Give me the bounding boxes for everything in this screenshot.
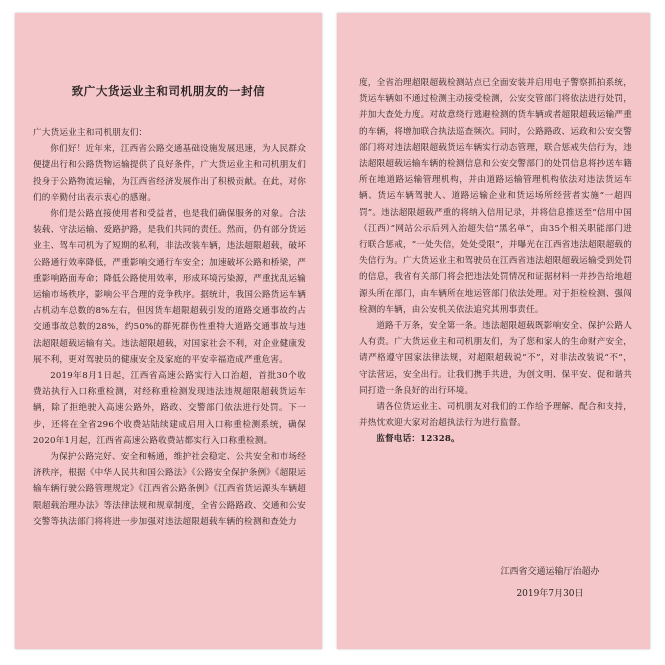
letter-body-right — [359, 75, 632, 448]
letter-body-left — [33, 125, 306, 530]
paragraph: 2019年8月1日起，江西省高速公路实行入口治超，首批30个收费站执行入口称重检测，对经称重检测发现违法违规超限超载货运车辆，除了拒绝驶入高速公路外，路政、交警部门依法进行处罚。下一步，还将在全省296个收费站陆续建成启用入口称重检测系统，确保2020年1月起，江西省高速公路收费站都实行入口称重检测。 — [33, 371, 306, 446]
letter-greeting: 广大货运业主和司机朋友们： — [33, 128, 148, 138]
signature-block — [490, 561, 610, 605]
signature-org: 江西省交通运输厅治超办 — [500, 567, 600, 577]
hotline: 监督电话：12328。 — [376, 434, 460, 445]
signature-date: 2019年7月30日 — [516, 589, 584, 599]
letter-page-right — [337, 13, 650, 649]
paragraph: 请各位货运业主、司机朋友对我们的工作给予理解、配合和支持，并热忱欢迎大家对治超执法行为进行监督。 — [359, 402, 632, 429]
letter-title: 致广大货运业主和司机朋友的一封信 — [71, 84, 266, 98]
paragraph: 你们好！近年来，江西省公路交通基础设施发展迅速，为人民群众便捷出行和公路货物运输提供了良好条件，广大货运业主和司机朋友们投身于公路物流运输，为江西省经济发展作出了积极贡献。在此，对你们的辛勤付出表示衷心的感谢。 — [33, 144, 306, 203]
paragraph: 道路千万条，安全第一条。违法超限超载既影响安全、保护公路人人有责。广大货运业主和司机朋友们，为了您和家人的生命财产安全，请严格遵守国家法律法规，对超限超载说“不”，对非法改装说“不”，守法营运，安全出行。让我们携手共进，为创文明、保平安、促和谐共同打造一条良好的出行环境。 — [359, 321, 632, 396]
letter-page-left — [15, 13, 322, 649]
paragraph: 度，全省治理超限超载检测站点已全面安装并启用电子警察抓拍系统，货运车辆如不通过检测主动接受检测，公安交管部门将依法进行处罚，并加大查处力度。对故意绕行逃避检测的货车辆或者超限超载运输严重的车辆，将增加联合执法巡查频次。同时，公路路政、运政和公安交警部门将对违法超限超载货运车辆实行动态管理，联合惩戒失信行为，违法超限超载运输车辆的检测信息和公安交警部门的处罚信息将抄送车籍所在地道路运输管理机构，并由道路运输管理机构依法对违法货运车辆、货运车辆驾驶人、道路运输企业和货运场所经营者实施“一超四罚”。违法超限超载严重的将纳入信用记录，并将信息推送至“信用中国（江西）”网站公示后列入治超失信“黑名单”，由35个相关职能部门进行联合惩戒，“一处失信，处处受限”，并曝光在江西省违法超限超载的失信行为。广大货运业主和驾驶员在江西省违法超限超载运输受到处罚的信息，我省有关部门将会把违法处罚情况和证据材料一并抄告给地超源头所在部门，由车辆所在地运管部门依法处理。对于拒检检测、强闯检测的车辆，由公安机关依法追究其刑事责任。 — [359, 78, 633, 315]
paragraph: 为保护公路完好、安全和畅通，维护社会稳定、公共安全和市场经济秩序，根据《中华人民共和国公路法》《公路安全保护条例》《超限运输车辆行驶公路管理规定》《江西省公路条例》《江西省货运源头车辆超限超载治理办法》等法律法规和规章制度，全省公路路政、交通和公安交警等执法部门将将进一步加强对违法超限超载车辆的检测和查处力 — [33, 452, 306, 527]
paragraph: 你们是公路直接使用者和受益者，也是我们确保服务的对象。合法装载、守法运输、爱路护路，是我们共同的责任。然而，仍有部分货运业主、驾车司机为了短期的私利，非法改装车辆，违法超限超载，破坏公路通行效率降低，严重影响交通行车安全；加速破坏公路和桥梁，严重影响路面寿命；降低公路使用效率，形成环境污染源，严重扰乱运输运输市场秩序，影响公平合理的竞争秩序。据统计，我国公路货运车辆占机动车总数的8%左右，但因货车超限超载引发的道路交通事故约占交通事故总数的28%，约50%的群死群伤性重特大道路交通事故与违法超限超载运输有关。违法超限超载，对国家社会不利，对企业健康发展不利，更对驾驶员的健康安全及家庭的平安幸福造成严重危害。 — [33, 209, 306, 365]
